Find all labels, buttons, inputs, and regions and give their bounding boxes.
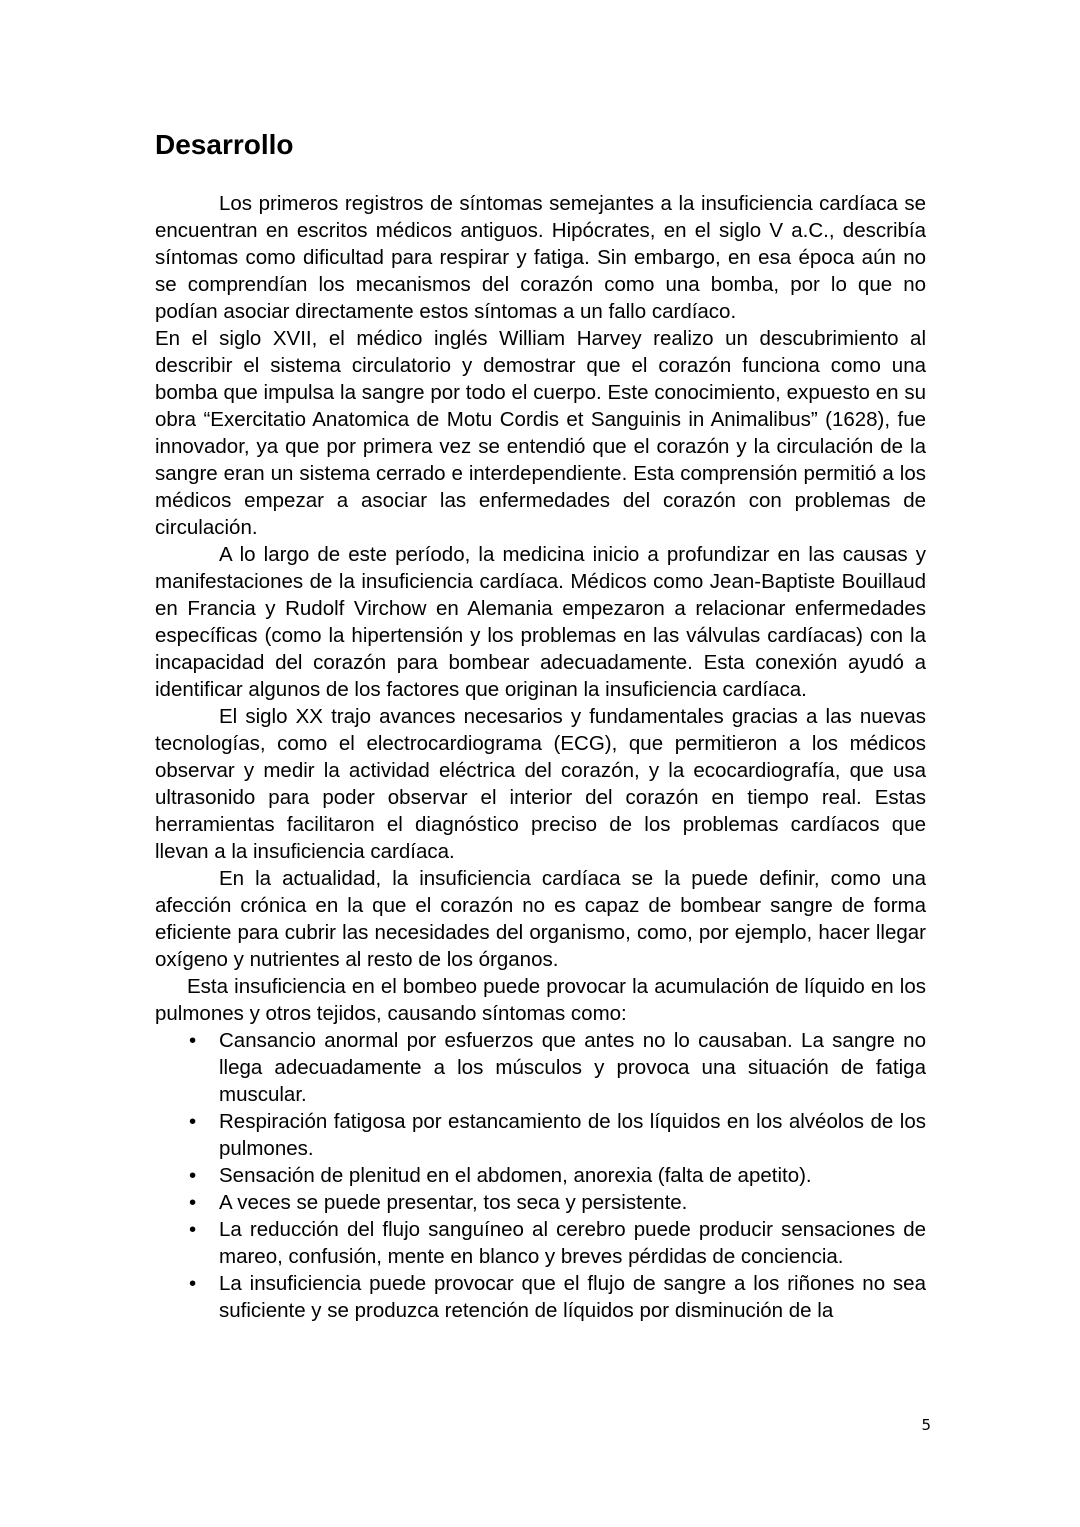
page-number: 5 [921, 1416, 931, 1434]
paragraph-early-records: Los primeros registros de síntomas semejantes a la insuficiencia cardíaca se encuentran en escritos médicos antiguos. Hipócrates, en el siglo V a.C., describía síntomas como dificultad para respirar y fatiga. Sin embargo, en esa época aún no se comprendían los mecanismos del corazón como una bomba, por lo que no podían asociar directamente estos síntomas a un fallo cardíaco. [155, 192, 926, 323]
list-item [155, 1216, 926, 1270]
symptoms-list [155, 1027, 926, 1324]
paragraph-causes: A lo largo de este período, la medicina inicio a profundizar en las causas y manifestaciones de la insuficiencia cardíaca. Médicos como Jean-Baptiste Bouillaud en Francia y Rudolf Virchow en Alemania empezaron a relacionar enfermedades específicas (como la hipertensión y los problemas en las válvulas cardíacas) con la incapacidad del corazón para bombear adecuadamente. Esta conexión ayudó a identificar algunos de los factores que originan la insuficiencia cardíaca. [155, 543, 926, 701]
list-item [155, 1108, 926, 1162]
bullet-icon: • [189, 1164, 197, 1187]
paragraph-harvey: En el siglo XVII, el médico inglés William Harvey realizo un descubrimiento al describir el sistema circulatorio y demostrar que el corazón funciona como una bomba que impulsa la sangre por todo el cuerpo. Este conocimiento, expuesto en su obra “Exercitatio Anatomica de Motu Cordis et Sanguinis in Animalibus” (1628), fue innovador, ya que por primera vez se entendió que el corazón y la circulación de la sangre eran un sistema cerrado e interdependiente. Esta comprensión permitió a los médicos empezar a asociar las enfermedades del corazón con problemas de circulación. [155, 327, 926, 539]
paragraph-definition: En la actualidad, la insuficiencia cardíaca se la puede definir, como una afección crónica en la que el corazón no es capaz de bombear sangre de forma eficiente para cubrir las necesidades del organismo, como, por ejemplo, hacer llegar oxígeno y nutrientes al resto de los órganos. [155, 867, 926, 971]
paragraph-twentieth-century: El siglo XX trajo avances necesarios y fundamentales gracias a las nuevas tecnologías, como el electrocardiograma (ECG), que permitieron a los médicos observar y medir la actividad eléctrica del corazón, y la ecocardiografía, que usa ultrasonido para poder observar el interior del corazón en tiempo real. Estas herramientas facilitaron el diagnóstico preciso de los problemas cardíacos que llevan a la insuficiencia cardíaca. [155, 705, 926, 863]
bullet-icon: • [189, 1029, 197, 1052]
list-item-text: Sensación de plenitud en el abdomen, anorexia (falta de apetito). [219, 1164, 812, 1187]
bullet-icon: • [189, 1272, 197, 1295]
bullet-icon: • [189, 1191, 197, 1214]
section-heading: Desarrollo [155, 129, 294, 160]
list-item-text: La reducción del flujo sanguíneo al cerebro puede producir sensaciones de mareo, confusión, mente en blanco y breves pérdidas de conciencia. [219, 1218, 926, 1268]
list-item [155, 1162, 926, 1189]
list-item [155, 1270, 926, 1324]
list-item [155, 1189, 926, 1216]
list-item-text: La insuficiencia puede provocar que el flujo de sangre a los riñones no sea suficiente y se produzca retención de líquidos por disminución de la [219, 1272, 926, 1322]
list-item-text: Cansancio anormal por esfuerzos que antes no lo causaban. La sangre no llega adecuadamente a los músculos y provoca una situación de fatiga muscular. [219, 1029, 926, 1106]
list-item [155, 1027, 926, 1108]
list-item-text: A veces se puede presentar, tos seca y persistente. [219, 1191, 688, 1214]
body-text [155, 190, 926, 1324]
bullet-icon: • [189, 1110, 197, 1133]
list-item-text: Respiración fatigosa por estancamiento de los líquidos en los alvéolos de los pulmones. [219, 1110, 926, 1160]
paragraph-symptoms-intro: Esta insuficiencia en el bombeo puede provocar la acumulación de líquido en los pulmones y otros tejidos, causando síntomas como: [155, 975, 926, 1025]
bullet-icon: • [189, 1218, 197, 1241]
